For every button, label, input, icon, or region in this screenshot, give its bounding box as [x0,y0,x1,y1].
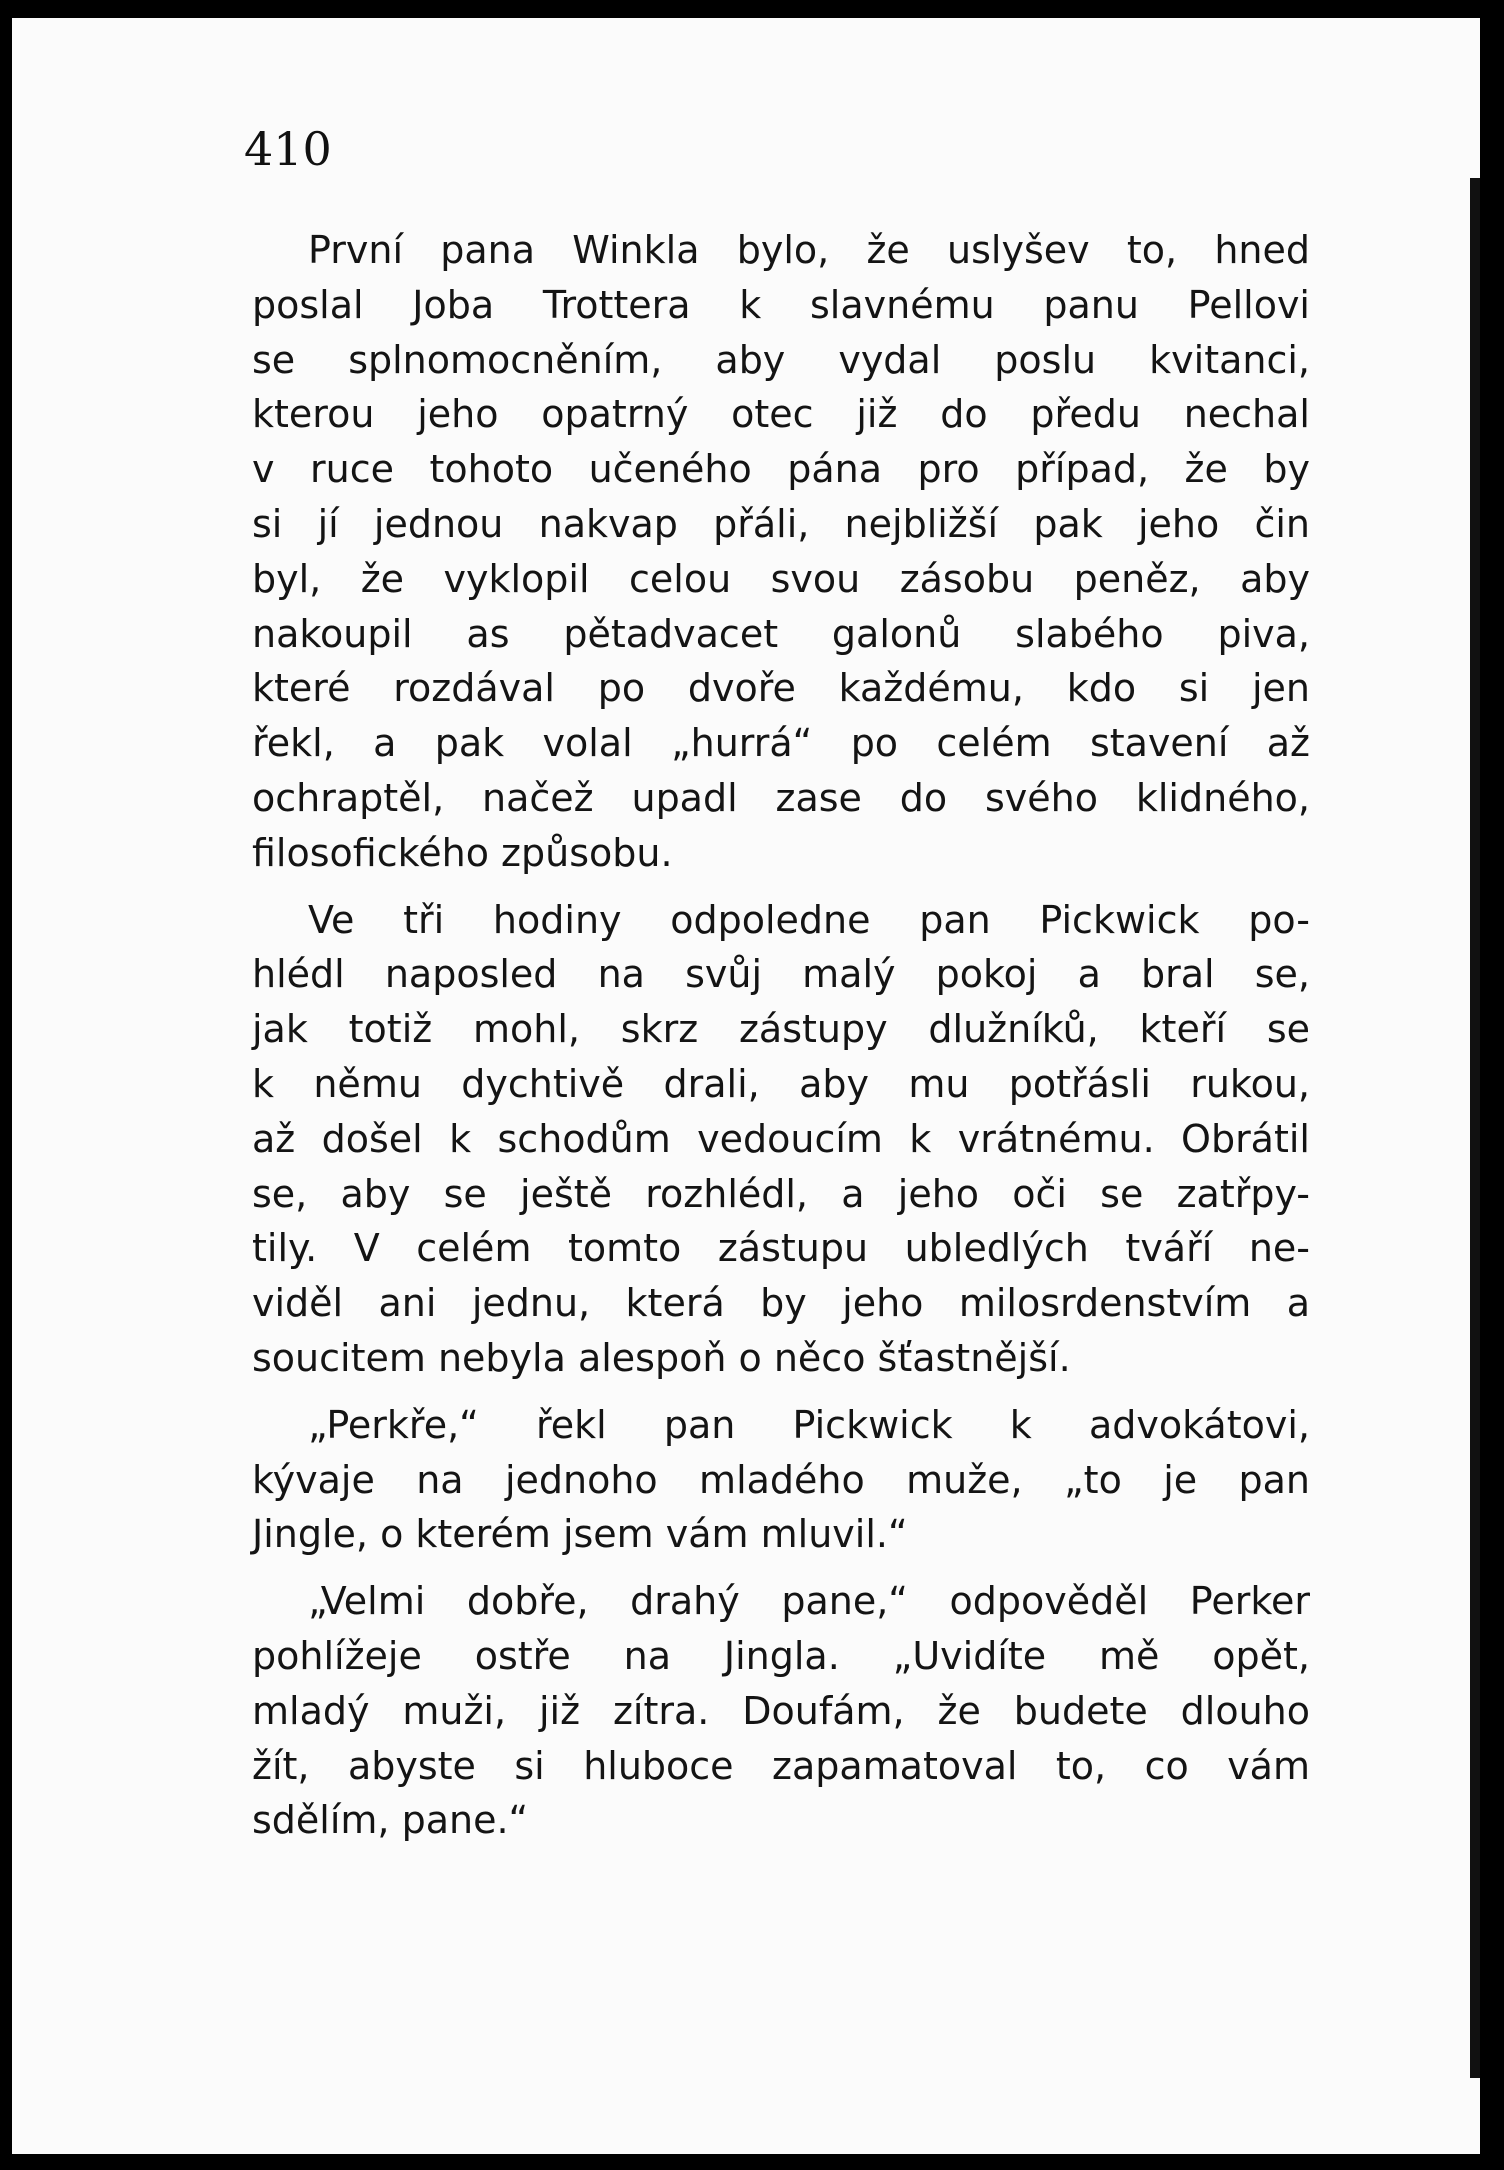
text-line: jak totiž mohl, skrz zástupy dlužníků, kteří se [252,1007,1310,1052]
text-line: nakoupil as pětadvacet galonů slabého piva, [252,611,1310,656]
text-line: „Perkře,“ řekl pan Pickwick k advokátovi, [308,1402,1310,1447]
text-line: až došel k schodům vedoucím k vrátnému. Obrátil [252,1116,1310,1161]
text-line: Ve tři hodiny odpoledne pan Pickwick po- [308,897,1310,942]
text-line: k němu dychtivě drali, aby mu potřásli rukou, [252,1061,1310,1106]
text-line: filosofického způsobu. [252,830,673,875]
text-line: byl, že vyklopil celou svou zásobu peněz, aby [252,556,1310,601]
text-line: ochraptěl, načež upadl zase do svého klidného, [252,775,1310,820]
text-line: tily. V celém tomto zástupu ubledlých tváří ne- [252,1226,1310,1271]
text-line: kývaje na jednoho mladého muže, „to je pan [252,1457,1310,1502]
paragraph [252,893,1310,1386]
paragraph [252,1574,1310,1848]
text-line: se, aby se ještě rozhlédl, a jeho oči se zatřpy- [252,1171,1310,1216]
text-line: Jingle, o kterém jsem vám mluvil.“ [252,1512,908,1557]
text-line: kterou jeho opatrný otec již do předu nechal [252,392,1310,437]
page-number: 410 [244,122,332,176]
text-line: si jí jednou nakvap přáli, nejbližší pak jeho čin [252,501,1310,546]
page-text [252,223,1310,1860]
book-page [12,18,1480,2154]
text-line: žít, abyste si hluboce zapamatoval to, co vám [252,1743,1310,1788]
text-line: mladý muži, již zítra. Doufám, že budete dlouho [252,1688,1310,1733]
text-line: poslal Joba Trottera k slavnému panu Pellovi [252,282,1310,327]
text-line: se splnomocněním, aby vydal poslu kvitanci, [252,337,1310,382]
text-line: soucitem nebyla alespoň o něco šťastnější. [252,1335,1071,1380]
text-line: pohlížeje ostře na Jingla. „Uvidíte mě opět, [252,1633,1310,1678]
paragraph [252,1398,1310,1562]
text-line: v ruce tohoto učeného pána pro případ, že by [252,447,1310,492]
paragraph [252,223,1310,881]
page-edge-shadow [1470,178,1480,2078]
text-line: První pana Winkla bylo, že uslyšev to, hned [308,228,1310,272]
text-line: sdělím, pane.“ [252,1798,529,1843]
text-line: řekl, a pak volal „hurrá“ po celém stavení až [252,721,1310,766]
text-line: které rozdával po dvoře každému, kdo si jen [252,666,1310,711]
text-line: viděl ani jednu, která by jeho milosrdenstvím a [252,1281,1310,1326]
text-line: „Velmi dobře, drahý pane,“ odpověděl Perker [308,1579,1310,1624]
text-line: hlédl naposled na svůj malý pokoj a bral se, [252,952,1310,997]
